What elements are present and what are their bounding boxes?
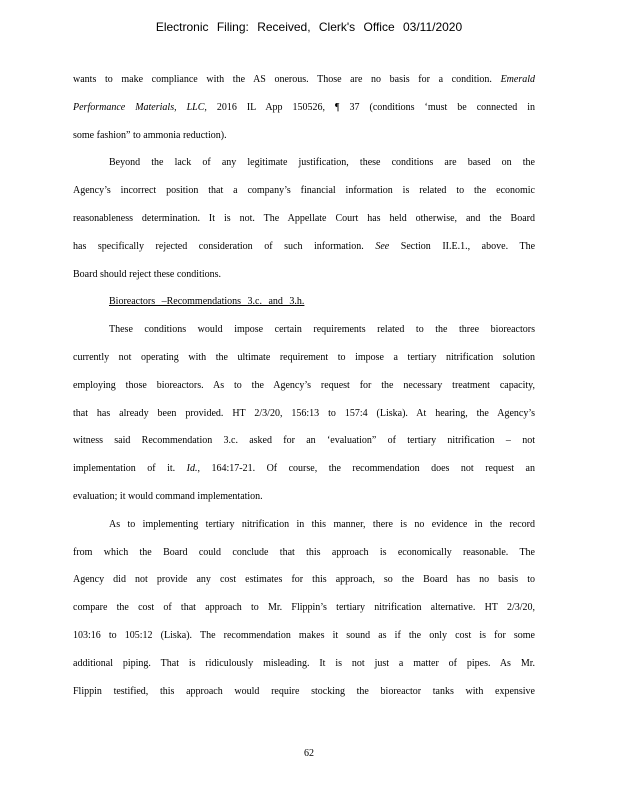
text-line: evaluation; it would command implementation. <box>73 490 263 502</box>
text-line: some fashion” to ammonia reduction). <box>73 129 227 141</box>
signal-word: See <box>375 240 390 252</box>
text-line: Agency did not provide any cost estimates for this approach, so the Board has no basis to <box>73 574 535 586</box>
case-citation: Emerald <box>500 74 536 85</box>
text-line: from which the Board could conclude that this approach is economically reasonable. The <box>73 546 535 558</box>
text-line: implementation of it. Id., 164:17-21. Of course, the recommendation does not request an <box>73 463 535 475</box>
text-line: currently not operating with the ultimate requirement to impose a tertiary nitrification solution <box>73 351 535 363</box>
page-number: 62 <box>304 748 314 759</box>
text-line: Beyond the lack of any legitimate justification, these conditions are based on the <box>109 157 535 169</box>
text-line: Performance Materials, LLC, 2016 IL App 150526, ¶ 37 (conditions ‘must be connected in <box>73 101 535 113</box>
text-line: witness said Recommendation 3.c. asked for an ‘evaluation” of tertiary nitrification – not <box>73 435 535 447</box>
signal-word: Id. <box>186 463 198 475</box>
text-line: wants to make compliance with the AS onerous. Those are no basis for a condition. Emerald <box>73 74 536 85</box>
text-line: has specifically rejected consideration of such information. See Section II.E.1., above. The <box>73 240 536 252</box>
text-line: Agency’s incorrect position that a company’s financial information is related to the economic <box>73 185 535 197</box>
filing-header: Electronic Filing: Received, Clerk's Office 03/11/2020 <box>155 20 463 34</box>
text-line: additional piping. That is ridiculously misleading. It is not just a matter of pipes. As Mr. <box>73 657 535 669</box>
text-line: As to implementing tertiary nitrification in this manner, there is no evidence in the record <box>109 518 535 530</box>
text-line: employing those bioreactors. As to the Agency’s request for the necessary treatment capacity, <box>73 379 535 391</box>
case-citation: Performance Materials, LLC <box>73 101 205 113</box>
text-line: compare the cost of that approach to Mr. Flippin’s tertiary nitrification alternative. HT 2/3/20, <box>73 602 535 614</box>
text-line: These conditions would impose certain requirements related to the three bioreactors <box>109 324 535 336</box>
body-text <box>73 72 535 711</box>
text-line: reasonableness determination. It is not. The Appellate Court has held otherwise, and the Board <box>73 212 535 224</box>
text-line: Board should reject these conditions. <box>73 268 222 280</box>
text-line: that has already been provided. HT 2/3/20, 156:13 to 157:4 (Liska). At hearing, the Agency’s <box>73 407 535 419</box>
section-heading: Bioreactors –Recommendations 3.c. and 3.h. <box>109 296 305 308</box>
text-line: 103:16 to 105:12 (Liska). The recommendation makes it sound as if the only cost is for some <box>73 629 535 641</box>
text-line: Flippin testified, this approach would require stocking the bioreactor tanks with expensive <box>73 685 535 697</box>
